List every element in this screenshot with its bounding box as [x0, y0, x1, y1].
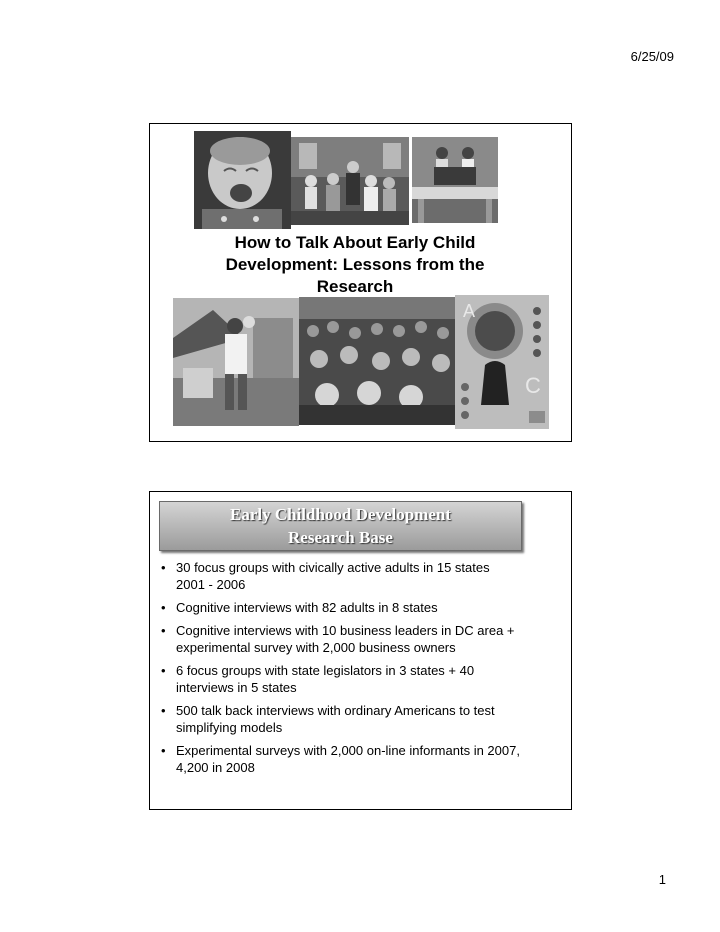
- page-date: 6/25/09: [630, 49, 674, 64]
- slide-title: [149, 123, 572, 442]
- bullet-line: 2001 - 2006: [176, 577, 246, 592]
- title-line: Development: Lessons from the: [225, 255, 485, 274]
- slide-heading: [159, 501, 522, 551]
- heading-line: Research Base: [288, 528, 393, 547]
- bullet-line: • Experimental surveys with 2,000 on-line informants in 2007,: [176, 743, 520, 758]
- abc-baby-collage: [455, 295, 549, 429]
- heading-line: Early Childhood Development: [229, 505, 452, 524]
- slide-research-base: [149, 491, 572, 810]
- bullet-line: • 30 focus groups with civically active adults in 15 states: [176, 560, 490, 575]
- audience-photo: [299, 297, 455, 425]
- title-line: How to Talk About Early Child: [234, 233, 476, 252]
- bullet-item: [158, 702, 566, 736]
- page-number: 1: [658, 872, 666, 887]
- bullet-line: • Cognitive interviews with 10 business leaders in DC area +: [176, 623, 515, 638]
- family-photo: [291, 137, 409, 225]
- bullet-line: experimental survey with 2,000 business owners: [176, 640, 456, 655]
- bullet-line: 4,200 in 2008: [176, 760, 255, 775]
- bullet-line: • 6 focus groups with state legislators in 3 states + 40: [176, 663, 475, 678]
- bullet-item: [158, 622, 566, 656]
- bullet-line: simplifying models: [176, 720, 283, 735]
- bullet-item: [158, 559, 566, 593]
- students-photo: [412, 137, 498, 223]
- svg-text:C: C: [525, 373, 541, 398]
- bullet-line: interviews in 5 states: [176, 680, 297, 695]
- title-line: Research: [316, 277, 394, 296]
- bullet-item: [158, 742, 566, 776]
- bullet-list: [158, 559, 566, 782]
- slide-title-text: [200, 232, 510, 298]
- father-child-photo: [173, 298, 299, 426]
- bullet-line: • 500 talk back interviews with ordinary Americans to test: [176, 703, 495, 718]
- bullet-item: [158, 599, 566, 616]
- bullet-item: [158, 662, 566, 696]
- svg-text:A: A: [463, 301, 476, 321]
- bullet-line: • Cognitive interviews with 82 adults in 8 states: [176, 600, 438, 615]
- crying-baby-photo: [194, 131, 291, 229]
